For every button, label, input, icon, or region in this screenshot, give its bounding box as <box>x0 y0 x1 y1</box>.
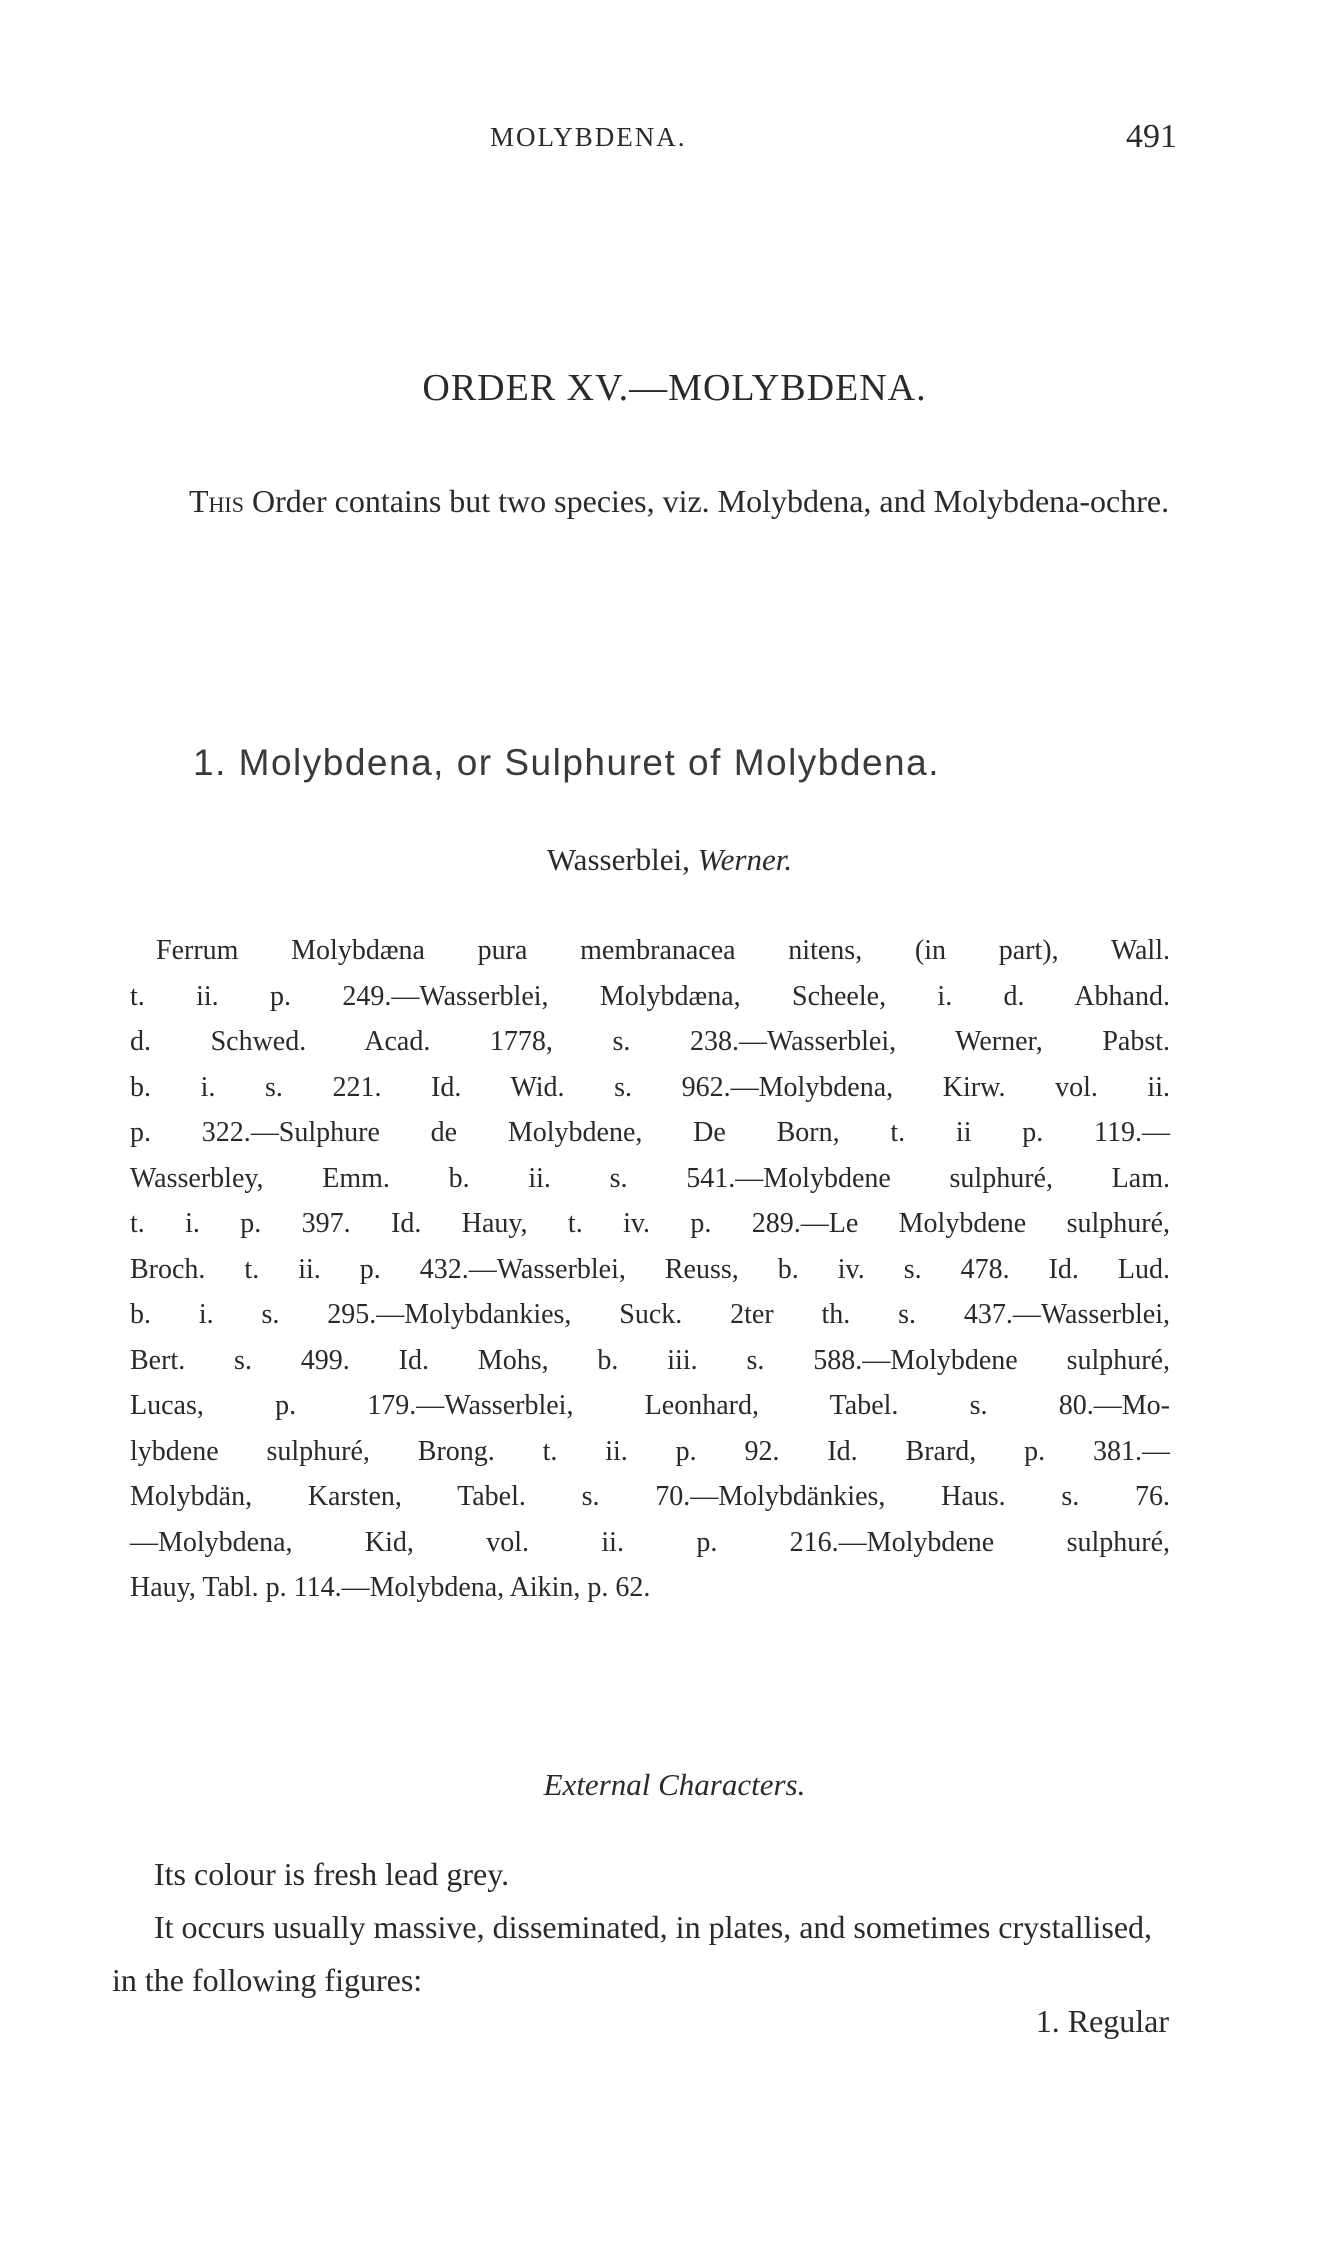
intro-lead-word: This <box>189 483 244 519</box>
synonymy-line: p. 322.—Sulphure de Molybdene, De Born, t. ii p. 119.— <box>130 1117 1170 1148</box>
synonymy-line: Wasserbley, Emm. b. ii. s. 541.—Molybdene sulphuré, Lam. <box>130 1162 1170 1194</box>
running-title: MOLYBDENA. <box>490 122 687 152</box>
synonymy-line: Hauy, Tabl. p. 114.—Molybdena, Aikin, p. 62. <box>130 1572 651 1603</box>
synonymy-line: Lucas, p. 179.—Wasserblei, Leonhard, Tabel. s. 80.—Mo- <box>130 1390 1170 1421</box>
german-name-authority: Werner. <box>697 842 793 877</box>
occurrence-paragraph: It occurs usually massive, disseminated, in plates, and sometimes crystallised, in the following figures: <box>112 1909 1153 1998</box>
synonymy-line: t. ii. p. 249.—Wasserblei, Molybdæna, Scheele, i. d. Abhand. <box>130 980 1170 1012</box>
colour-paragraph: Its colour is fresh lead grey. <box>154 1856 510 1892</box>
synonymy-line: t. i. p. 397. Id. Hauy, t. iv. p. 289.—Le Molybdene sulphuré, <box>130 1208 1170 1239</box>
synonymy-block <box>130 928 1170 1611</box>
intro-text: Order contains but two species, viz. Molybdena, and Molybdena-ochre. <box>244 483 1170 519</box>
german-name: Wasserblei, <box>546 842 698 877</box>
intro-paragraph <box>128 476 1178 526</box>
synonymy-line: b. i. s. 295.—Molybdankies, Suck. 2ter th. s. 437.—Wasserblei, <box>130 1299 1170 1330</box>
description-text <box>112 1848 1172 2007</box>
synonymy-line: Bert. s. 499. Id. Mohs, b. iii. s. 588.—Molybdene sulphuré, <box>130 1344 1170 1376</box>
synonymy-line: Molybdän, Karsten, Tabel. s. 70.—Molybdänkies, Haus. s. 76. <box>130 1481 1170 1512</box>
synonymy-line: lybdene sulphuré, Brong. t. ii. p. 92. Id. Brard, p. 381.— <box>130 1435 1170 1467</box>
synonymy-line: Ferrum Molybdæna pura membranacea nitens, (in part), Wall. <box>156 935 1170 966</box>
page-number: 491 <box>1126 118 1177 155</box>
catchword: 1. Regular <box>1035 2003 1169 2039</box>
synonymy-line: Broch. t. ii. p. 432.—Wasserblei, Reuss, b. iv. s. 478. Id. Lud. <box>130 1253 1170 1285</box>
synonymy-line: d. Schwed. Acad. 1778, s. 238.—Wasserblei, Werner, Pabst. <box>130 1026 1170 1057</box>
species-heading: 1. Molybdena, or Sulphuret of Molybdena. <box>193 742 940 783</box>
synonymy-line: —Molybdena, Kid, vol. ii. p. 216.—Molybdene sulphuré, <box>130 1526 1170 1558</box>
external-characters-heading: External Characters. <box>543 1767 806 1802</box>
running-head <box>0 118 1319 158</box>
order-heading: ORDER XV.—MOLYBDENA. <box>422 367 927 409</box>
german-name-line <box>0 842 1319 878</box>
synonymy-line: b. i. s. 221. Id. Wid. s. 962.—Molybdena, Kirw. vol. ii. <box>130 1071 1170 1103</box>
